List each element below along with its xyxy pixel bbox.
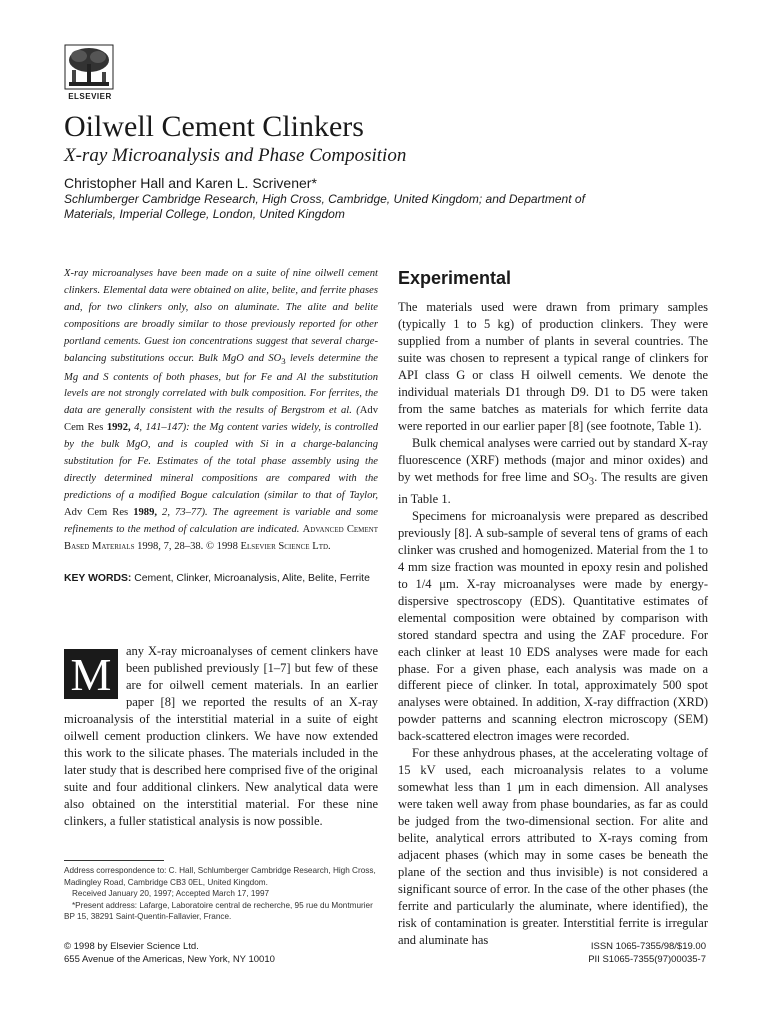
mu-symbol: μ: [439, 576, 446, 591]
abstract: [64, 266, 378, 556]
paper-title: Oilwell Cement Clinkers: [64, 110, 364, 143]
journal-citation: Advanced Cement Based Materials 1998, 7, 28–38. © 1998 Elsevier Science Ltd.: [64, 523, 378, 552]
footnotes: [64, 865, 378, 923]
issn: ISSN 1065-7355/98/$19.00: [590, 941, 706, 952]
abstract-text: X-ray microanalyses have been made on a suite of nine oilwell cement clinkers. Elemental data were obtained on alite, belite, and ferrite phases and, for two clinkers only, also on aluminate. The alite and belite compositions are broadly similar to those previously reported for other portland cements. Guest ion concentrations suggest that several charge-balancing substitutions occur. Bulk MgO and SO: [64, 268, 378, 364]
footnote-received: Received January 20, 1997; Accepted March 17, 1997: [72, 889, 270, 899]
footnote-address: Address correspondence to: C. Hall, Schlumberger Cambridge Research, High Cross, Madingley Road, Cambridge CB3 0EL, United Kingdom.: [64, 866, 376, 887]
footnote-divider: [64, 860, 164, 861]
reference-journal: Adv Cem Res: [64, 506, 134, 518]
reference-pages: 2, 73–77: [157, 506, 202, 518]
abstract-text: levels determine the Mg and S contents of both phases, but for Fe and Al the substitution levels are not strongly correlated with bulk composition. For ferrites, the data are generally consistent with the results of Bergstrom et al. (: [64, 352, 378, 417]
copyright: [64, 941, 364, 966]
publisher-address: 655 Avenue of the Americas, New York, NY 10010: [64, 953, 275, 965]
text: m. X-ray microanalyses were made by energy-dispersive spectroscopy (EDS). Quantitative estimates of elemental composition were obtained by comparison with stored standard spectra and using the ZAF procedure. For each clinker at least 10 EDS analyses were made for each phase. For a given phase, each analysis was made on a different piece of clinker. In total, approximately 500 spot analyses were obtained. In addition, X-ray diffraction (XRD) powder patterns and scanning electron microscopy (SEM) back-scattered electron images were recorded.: [398, 576, 708, 744]
keywords-label: KEY WORDS:: [64, 573, 132, 584]
paragraph: [398, 435, 708, 508]
intro-text: any X-ray microanalyses of cement clinkers have been published previously [1–7] but few of these are for oilwell cement materials. In an earlier paper [8] we reported the results of an X-ray microanalysis of the interstitial material in a suite of eight oilwell cement production clinkers. We have now extended this work to the silicate phases. The materials included in the later study that is described here comprised five of the original suite and four additional clinkers. New analytical data were also obtained on the interstitial material. For these nine clinkers, a fuller statistical analysis is now possible.: [64, 644, 378, 828]
paragraph: [398, 745, 708, 948]
footnote-present-address: *Present address: Lafarge, Laboratoire central de recherche, 95 rue du Montmurier BP 15, 38291 Saint-Quentin-Fallavier, France.: [64, 900, 373, 922]
paper-subtitle: X-ray Microanalysis and Phase Composition: [64, 145, 407, 166]
authors: Christopher Hall and Karen L. Scrivener*: [64, 175, 317, 191]
abstract-text: ): the Mg content varies widely, is controlled by the bulk MgO, and is coupled with Si in a charge-balancing substitution for Fe. Estimates of the total phase assembly using the directly determined mineral compositions are compared with the predictions of a modified Bogue calculation (similar to that of Taylor,: [64, 422, 378, 501]
experimental-section: [398, 299, 708, 949]
subscript: 3: [588, 476, 595, 488]
introduction: [64, 643, 378, 830]
text: For these anhydrous phases, at the accelerating voltage of 15 kV used, each microanalysis relates to a volume somewhat less than 1: [398, 746, 708, 795]
drop-cap: M: [64, 649, 118, 699]
text: m in each dimension. All analyses were taken well away from phase boundaries, as far as could be judged from the two-dimensional section. For alite and belite, analytical errors attributed to X-rays coming from adjacent phases (which may in some cases be beneath the plane of the section and thus invisible) is not considered a significant source of error. In the case of the other phases (the ferrite and particularly the aluminate, where identified), the risk of contamination is greater. Interstitial ferrite is irregular and aluminate has: [398, 780, 708, 947]
publisher-name: ELSEVIER: [68, 92, 112, 101]
reference-year: 1992,: [106, 422, 131, 434]
pii: PII S1065-7355(97)00035-7: [588, 953, 706, 965]
text: . The results are given in Table 1.: [398, 469, 708, 506]
keywords: [64, 571, 378, 588]
reference-year: 1989,: [133, 506, 158, 518]
text: Bulk chemical analyses were carried out by standard X-ray fluorescence (XRF) methods (major and minor oxides) and by wet methods for free lime and SO: [398, 435, 708, 484]
text: Specimens for microanalysis were prepared as described previously [8]. A sub-sample of several tens of grams of each clinker was crushed and homogenized. Material from the 1 to 4 mm size fraction was mounted in epoxy resin and polished to 1/4: [398, 508, 708, 591]
reference-pages: 4, 141–147: [130, 422, 183, 434]
keywords-list: Cement, Clinker, Microanalysis, Alite, Belite, Ferrite: [131, 573, 370, 584]
copyright-line: © 1998 by Elsevier Science Ltd.: [64, 941, 199, 952]
abstract-text: ). The agreement is variable and some refinements to the method of calculation are indicated.: [64, 506, 379, 535]
subscript: 3: [281, 355, 286, 366]
mu-symbol: μ: [517, 780, 525, 795]
section-heading: Experimental: [398, 268, 512, 288]
elsevier-tree-logo: [64, 44, 114, 90]
paragraph: [398, 508, 708, 745]
affiliation: Schlumberger Cambridge Research, High Cross, Cambridge, United Kingdom; and Department of Materials, Imperial College, London, United Kingdom: [64, 192, 585, 221]
paragraph: The materials used were drawn from primary samples (typically 1 to 5 kg) of production clinkers. They were supplied from a number of plants in several countries. The suite was chosen to represent a typical range of clinkers for API class G or class H oilwell cements. We denote the individual materials D1 through D9. D1 to D5 were taken from the same batches as materials for which ferrite data were reported in our earlier paper [8] (see footnote, Table 1).: [398, 300, 708, 433]
reference-journal: Adv Cem Res: [64, 405, 378, 434]
